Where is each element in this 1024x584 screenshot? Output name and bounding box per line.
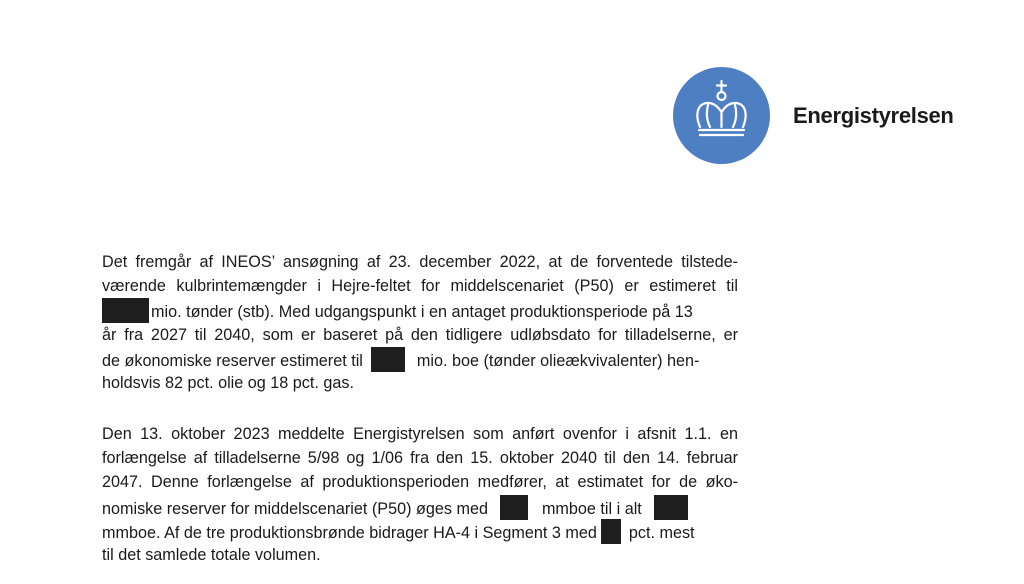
text-line: 2047. Denne forlængelse af produktionsperioden medfører, at estimatet for de øko- — [102, 473, 738, 492]
redaction-box — [500, 495, 528, 520]
text-segment: mio. boe (tønder olieækvivalenter) hen- — [416, 351, 700, 370]
text-line — [102, 347, 738, 371]
text-line: holdsvis 82 pct. olie og 18 pct. gas. — [102, 373, 354, 392]
text-segment: nomiske reserver for middelscenariet (P50) øges med — [102, 499, 488, 518]
text-line: forlængelse af tilladelserne 5/98 og 1/06 fra den 15. oktober 2040 til den 14. februar — [102, 449, 738, 468]
crown-icon — [673, 67, 770, 164]
text-segment: mmboe. Af de tre produktionsbrønde bidrager HA-4 i Segment 3 med — [102, 523, 597, 542]
redaction-box — [654, 495, 688, 520]
text-line — [102, 298, 738, 322]
text-line: til det samlede totale volumen. — [102, 545, 321, 564]
paragraph-reserves-extension — [102, 422, 738, 567]
text-segment: de økonomiske reserver estimeret til — [102, 351, 363, 370]
text-line: værende kulbrintemængder i Hejre-feltet for middelscenariet (P50) er estimeret til — [102, 277, 738, 296]
text-line: år fra 2027 til 2040, som er baseret på den tidligere udløbsdato for tilladelserne, er — [102, 325, 738, 344]
organization-name: Energistyrelsen — [793, 103, 954, 128]
paragraph-reserves-initial — [102, 250, 738, 395]
redaction-box — [102, 298, 149, 323]
text-segment: mmboe til i alt — [541, 499, 642, 518]
energistyrelsen-logo — [673, 67, 770, 164]
text-line — [102, 519, 738, 543]
text-line: Det fremgår af INEOS’ ansøgning af 23. december 2022, at de forventede tilstede- — [102, 253, 738, 271]
redaction-box — [601, 519, 621, 544]
text-line: Den 13. oktober 2023 meddelte Energistyrelsen som anført ovenfor i afsnit 1.1. en — [102, 425, 738, 443]
text-segment: mio. tønder (stb). Med udgangspunkt i en antaget produktionsperiode på 13 — [151, 303, 693, 322]
text-segment: pct. mest — [628, 523, 695, 542]
text-line — [102, 495, 738, 519]
redaction-box — [371, 347, 405, 372]
